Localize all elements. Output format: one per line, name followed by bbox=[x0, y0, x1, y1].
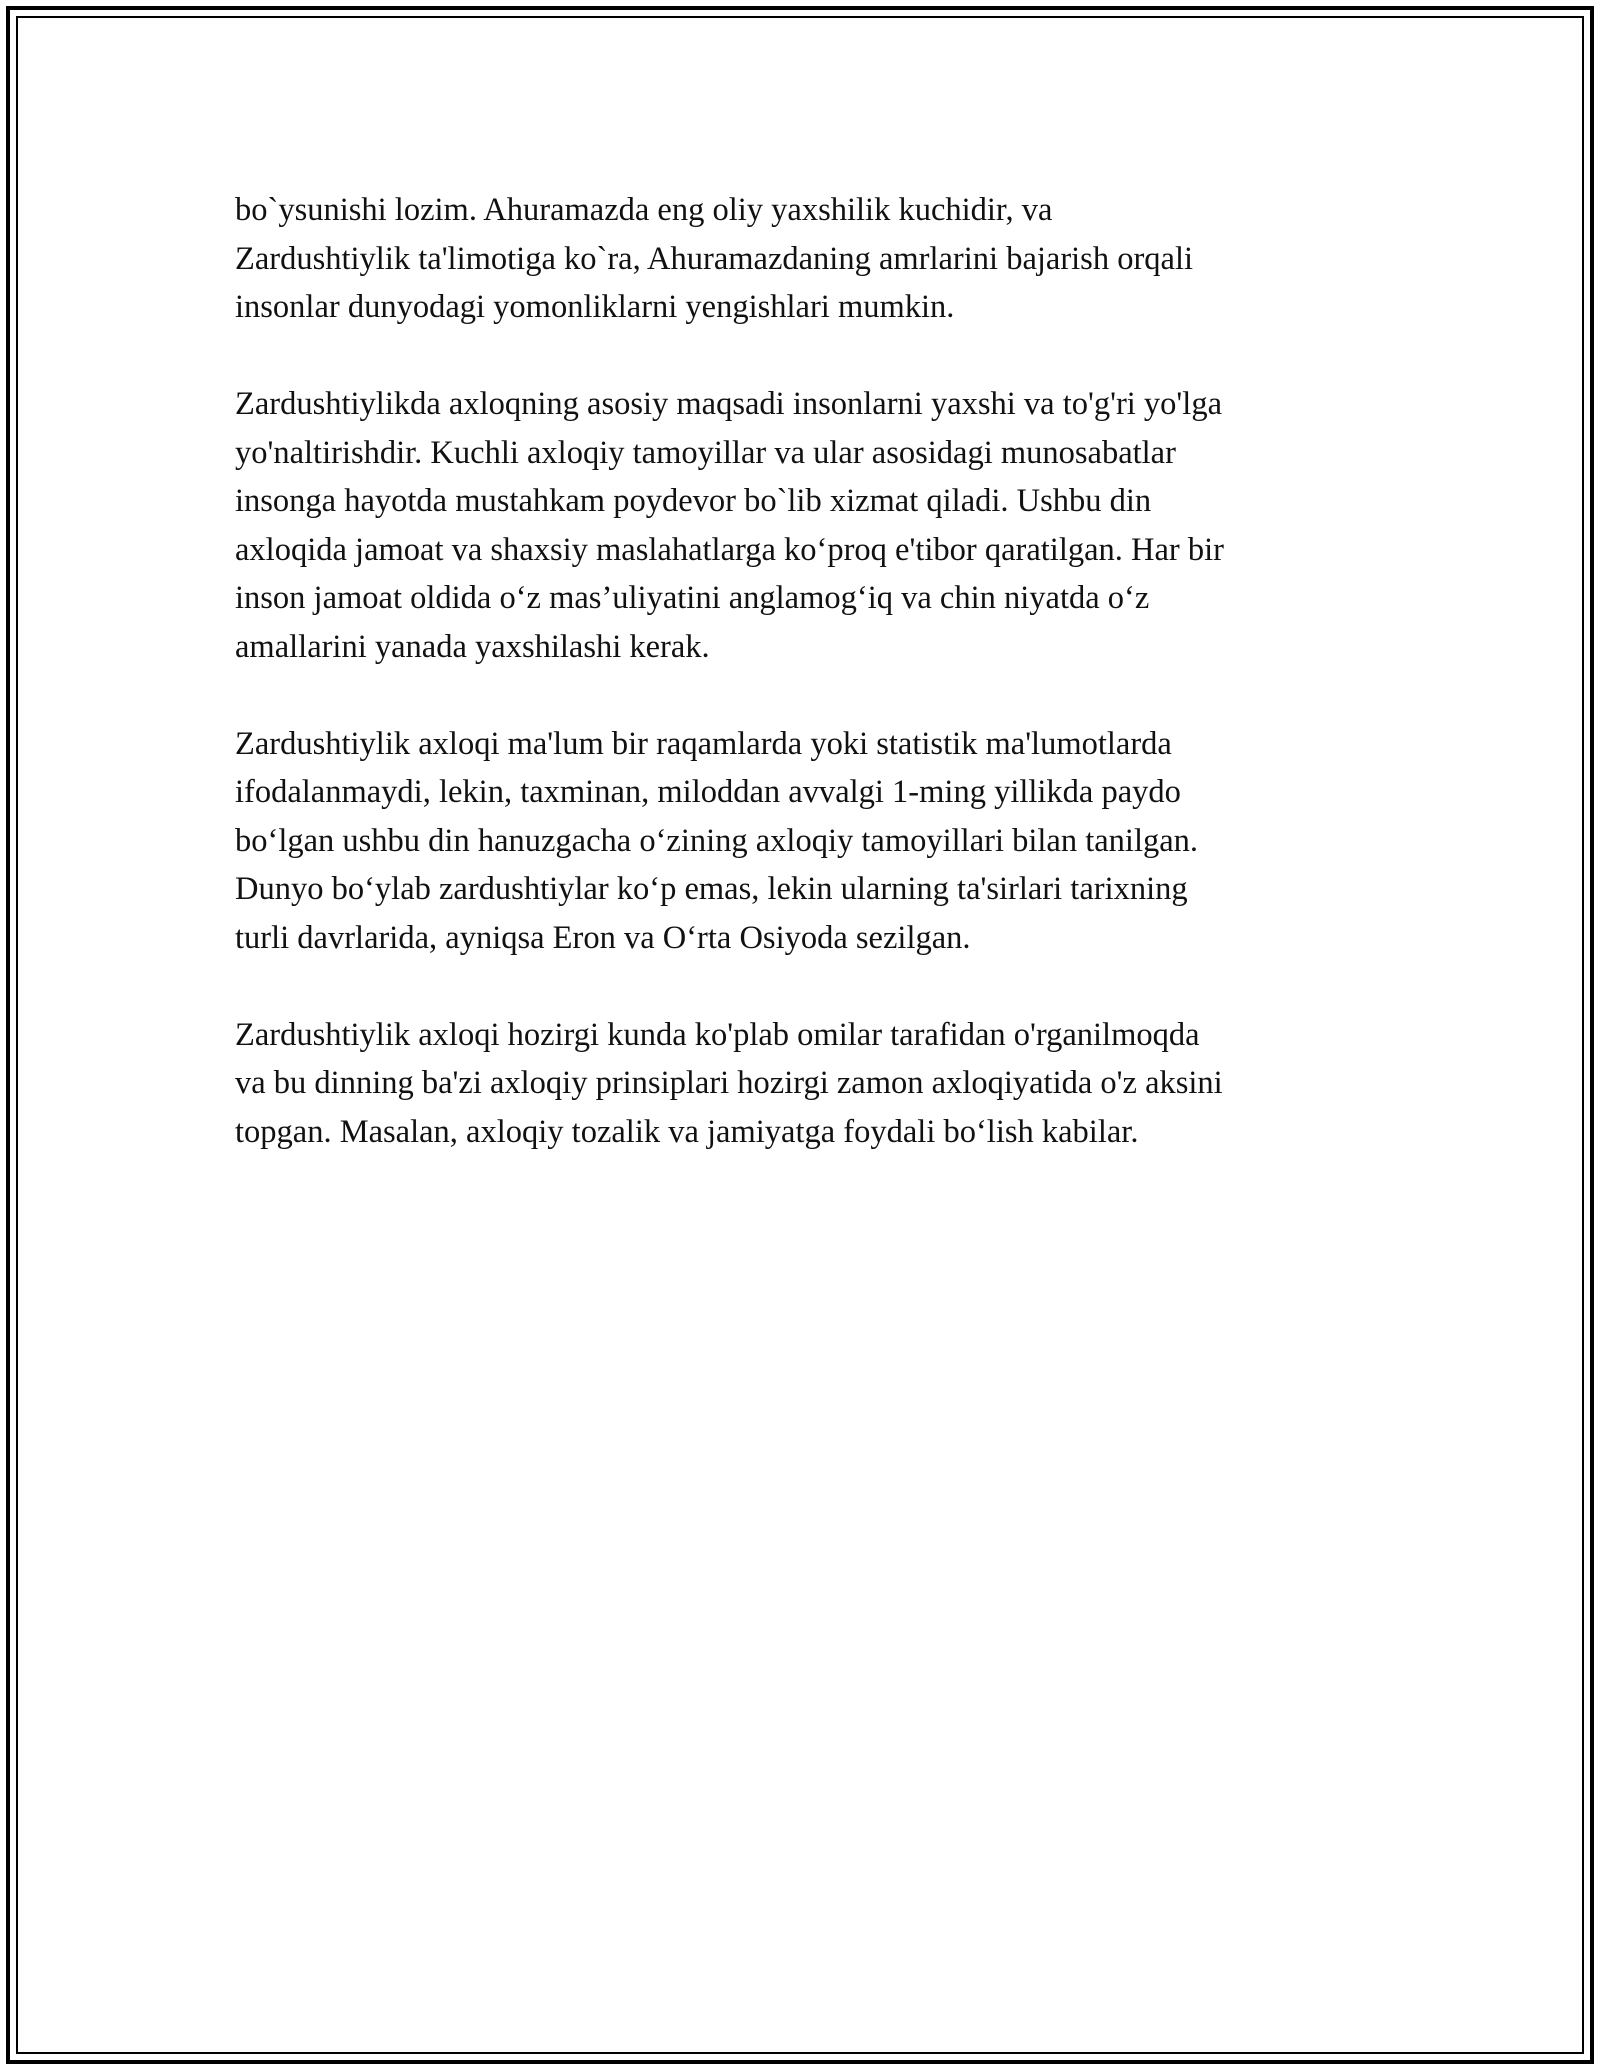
text-line: insonlar dunyodagi yomonliklarni yengishlari mumkin. bbox=[235, 289, 955, 325]
text-line: Zardushtiylik axloqi hozirgi kunda ko'plab omilar tarafidan o'rganilmoqda bbox=[235, 1016, 1200, 1053]
text-line: axloqida jamoat va shaxsiy maslahatlarga ko‘proq e'tibor qaratilgan. Har bir bbox=[235, 531, 1224, 568]
document-body bbox=[235, 186, 1375, 1205]
paragraph-3 bbox=[235, 720, 1375, 963]
text-line: Zardushtiylik ta'limotiga ko`ra, Ahuramazdaning amrlarini bajarish orqali bbox=[235, 240, 1194, 277]
paragraph-2 bbox=[235, 380, 1375, 671]
text-line: bo‘lgan ushbu din hanuzgacha o‘zining axloqiy tamoyillari bilan tanilgan. bbox=[235, 822, 1199, 859]
text-line: inson jamoat oldida o‘z mas’uliyatini anglamog‘iq va chin niyatda o‘z bbox=[235, 580, 1150, 616]
paragraph-1 bbox=[235, 186, 1375, 332]
text-line: amallarini yanada yaxshilashi kerak. bbox=[235, 628, 710, 665]
text-line: yo'naltirishdir. Kuchli axloqiy tamoyillar va ular asosidagi munosabatlar bbox=[235, 434, 1176, 471]
paragraph-4 bbox=[235, 1011, 1375, 1157]
text-line: ifodalanmaydi, lekin, taxminan, miloddan avvalgi 1-ming yillikda paydo bbox=[235, 774, 1181, 810]
text-line: Zardushtiylik axloqi ma'lum bir raqamlarda yoki statistik ma'lumotlarda bbox=[235, 725, 1172, 762]
text-line: va bu dinning ba'zi axloqiy prinsiplari hozirgi zamon axloqiyatida o'z aksini bbox=[235, 1065, 1223, 1101]
text-line: bo`ysunishi lozim. Ahuramazda eng oliy yaxshilik kuchidir, va bbox=[235, 192, 1053, 228]
text-line: Dunyo bo‘ylab zardushtiylar ko‘p emas, lekin ularning ta'sirlari tarixning bbox=[235, 871, 1188, 907]
text-line: Zardushtiylikda axloqning asosiy maqsadi insonlarni yaxshi va to'g'ri yo'lga bbox=[235, 386, 1222, 422]
text-line: turli davrlarida, ayniqsa Eron va O‘rta Osiyoda sezilgan. bbox=[235, 919, 971, 956]
text-line: insonga hayotda mustahkam poydevor bo`lib xizmat qiladi. Ushbu din bbox=[235, 483, 1152, 519]
text-line: topgan. Masalan, axloqiy tozalik va jamiyatga foydali bo‘lish kabilar. bbox=[235, 1113, 1139, 1150]
